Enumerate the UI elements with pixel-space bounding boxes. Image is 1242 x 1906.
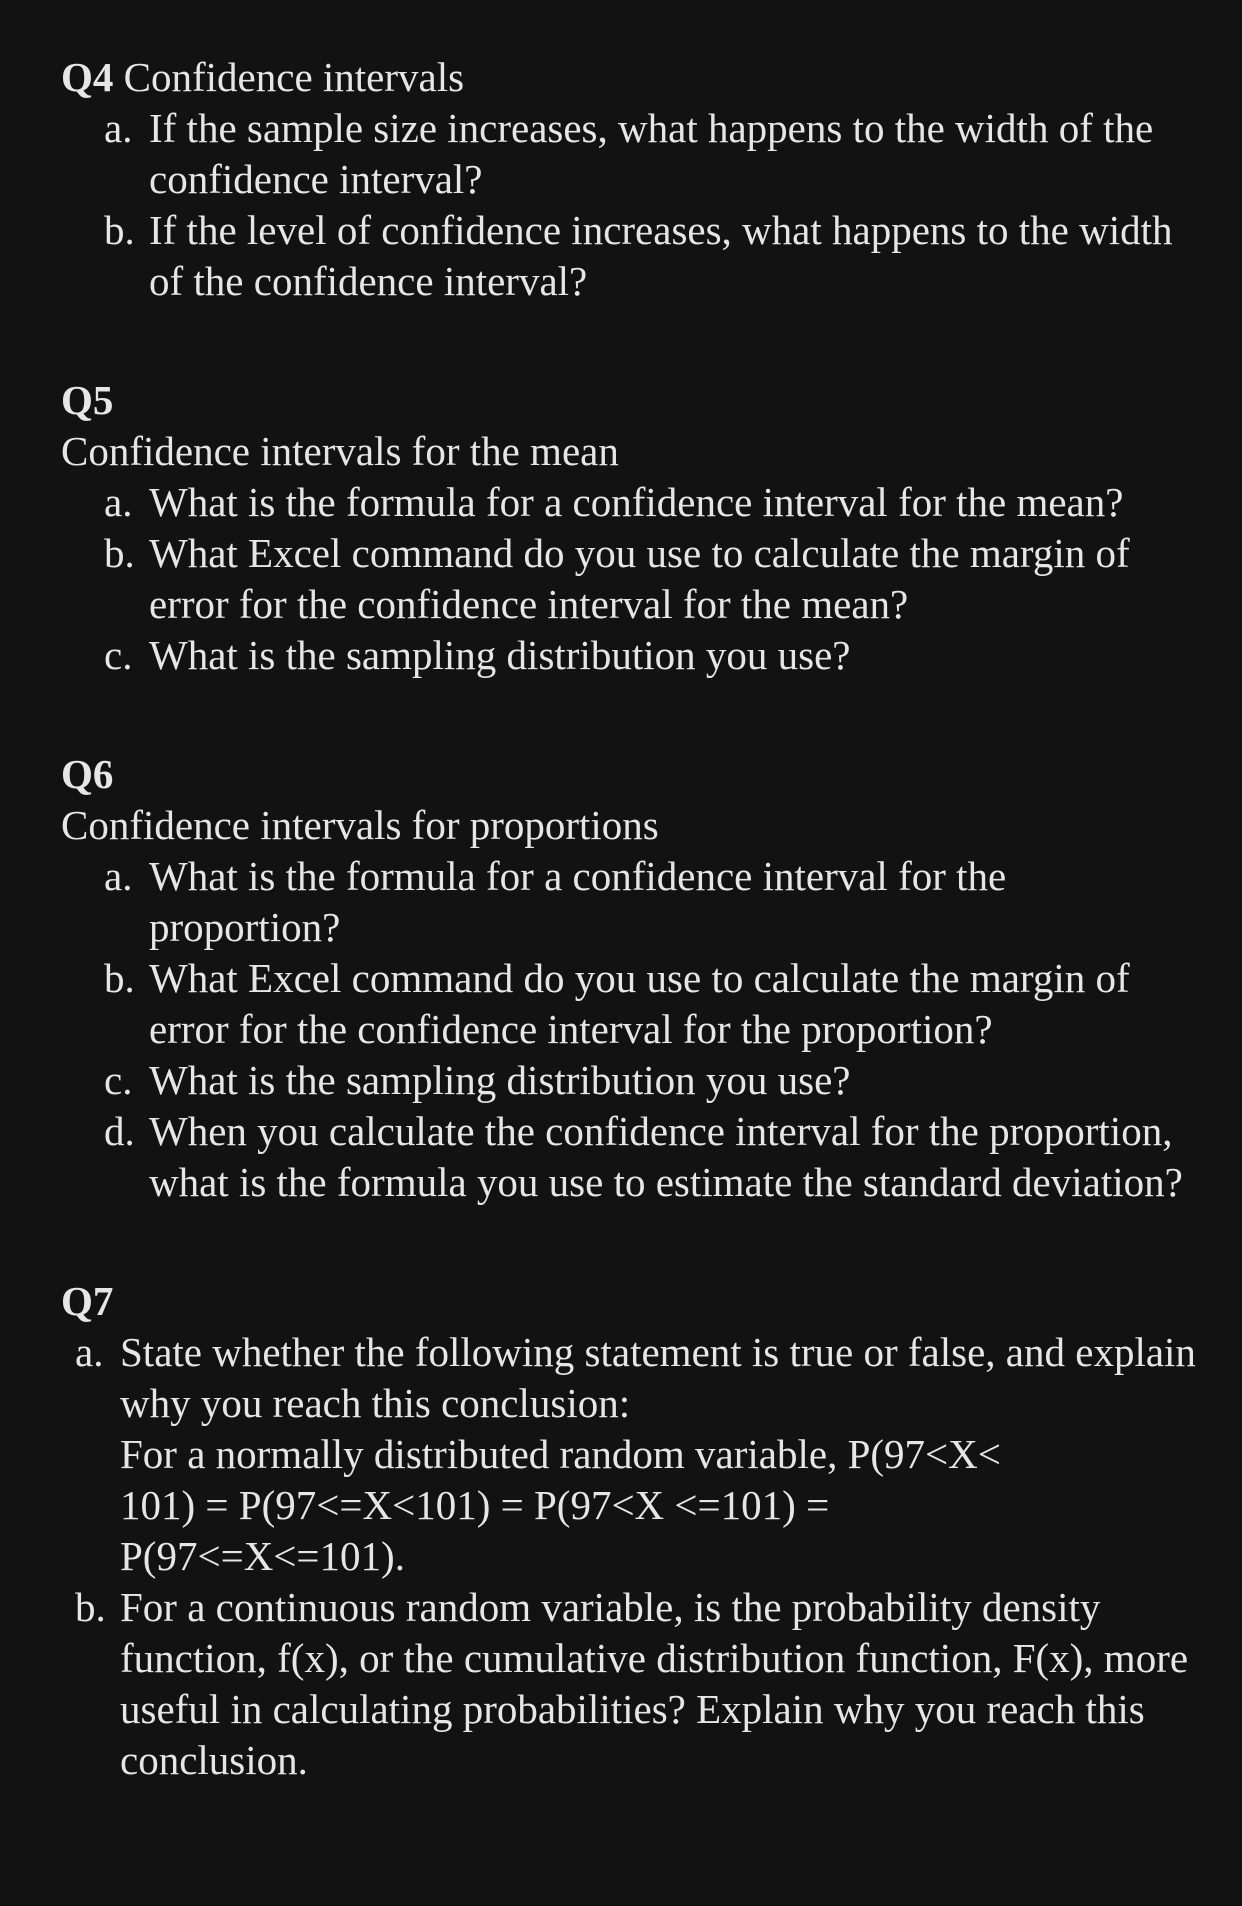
- item-marker: b.: [104, 530, 135, 576]
- question-6: [61, 749, 1202, 1208]
- item-marker: a.: [104, 105, 133, 151]
- question-items: [61, 103, 1202, 307]
- item-marker: c.: [104, 1057, 133, 1103]
- probability-statement-line: P(97<=X<=101).: [120, 1533, 405, 1579]
- question-number: Q6: [61, 751, 114, 797]
- question-7: [61, 1276, 1202, 1786]
- item-text: What is the sampling distribution you use?: [149, 1057, 851, 1103]
- item-text: For a continuous random variable, is the probability density function, f(x), or the cumulative distribution function, F(x), more useful in calculating probabilities? Explain why you reach this conclusion.: [120, 1584, 1189, 1783]
- list-item: [61, 851, 1202, 953]
- list-item: [61, 1055, 1202, 1106]
- question-items: [61, 851, 1202, 1208]
- probability-statement-line: For a normally distributed random variable, P(97<X<: [120, 1431, 1001, 1477]
- item-marker: b.: [104, 207, 135, 253]
- item-marker: b.: [75, 1584, 106, 1630]
- item-text: What Excel command do you use to calculate the margin of error for the confidence interval for the proportion?: [149, 955, 1130, 1052]
- question-items: [61, 1327, 1202, 1786]
- item-text: What is the sampling distribution you use?: [149, 632, 851, 678]
- list-item: [61, 1327, 1202, 1582]
- item-text: What is the formula for a confidence interval for the proportion?: [149, 853, 1007, 950]
- list-item: [61, 1106, 1202, 1208]
- list-item: [61, 103, 1202, 205]
- question-5: [61, 375, 1202, 681]
- item-text: If the level of confidence increases, what happens to the width of the confidence interval?: [149, 207, 1173, 304]
- list-item: [61, 1582, 1202, 1786]
- item-marker: d.: [104, 1108, 135, 1154]
- list-item: [61, 528, 1202, 630]
- item-text: What is the formula for a confidence interval for the mean?: [149, 479, 1124, 525]
- list-item: [61, 953, 1202, 1055]
- question-number: Q5: [61, 377, 114, 423]
- item-marker: a.: [75, 1329, 104, 1375]
- question-items: [61, 477, 1202, 681]
- list-item: [61, 205, 1202, 307]
- probability-statement-line: 101) = P(97<=X<101) = P(97<X <=101) =: [120, 1482, 830, 1528]
- item-marker: a.: [104, 853, 133, 899]
- list-item: [61, 477, 1202, 528]
- item-text: State whether the following statement is true or false, and explain why you reach this conclusion:: [120, 1329, 1196, 1426]
- question-number: Q7: [61, 1278, 114, 1324]
- item-text: If the sample size increases, what happens to the width of the confidence interval?: [149, 105, 1154, 202]
- question-number: Q4: [61, 54, 114, 100]
- item-text: What Excel command do you use to calculate the margin of error for the confidence interval for the mean?: [149, 530, 1130, 627]
- item-marker: b.: [104, 955, 135, 1001]
- item-marker: a.: [104, 479, 133, 525]
- question-4: [61, 52, 1202, 307]
- list-item: [61, 630, 1202, 681]
- question-title: Confidence intervals: [123, 54, 465, 100]
- question-title: Confidence intervals for proportions: [61, 802, 659, 848]
- item-marker: c.: [104, 632, 133, 678]
- item-text: When you calculate the confidence interval for the proportion, what is the formula you use to estimate the standard deviation?: [149, 1108, 1183, 1205]
- question-title: Confidence intervals for the mean: [61, 428, 619, 474]
